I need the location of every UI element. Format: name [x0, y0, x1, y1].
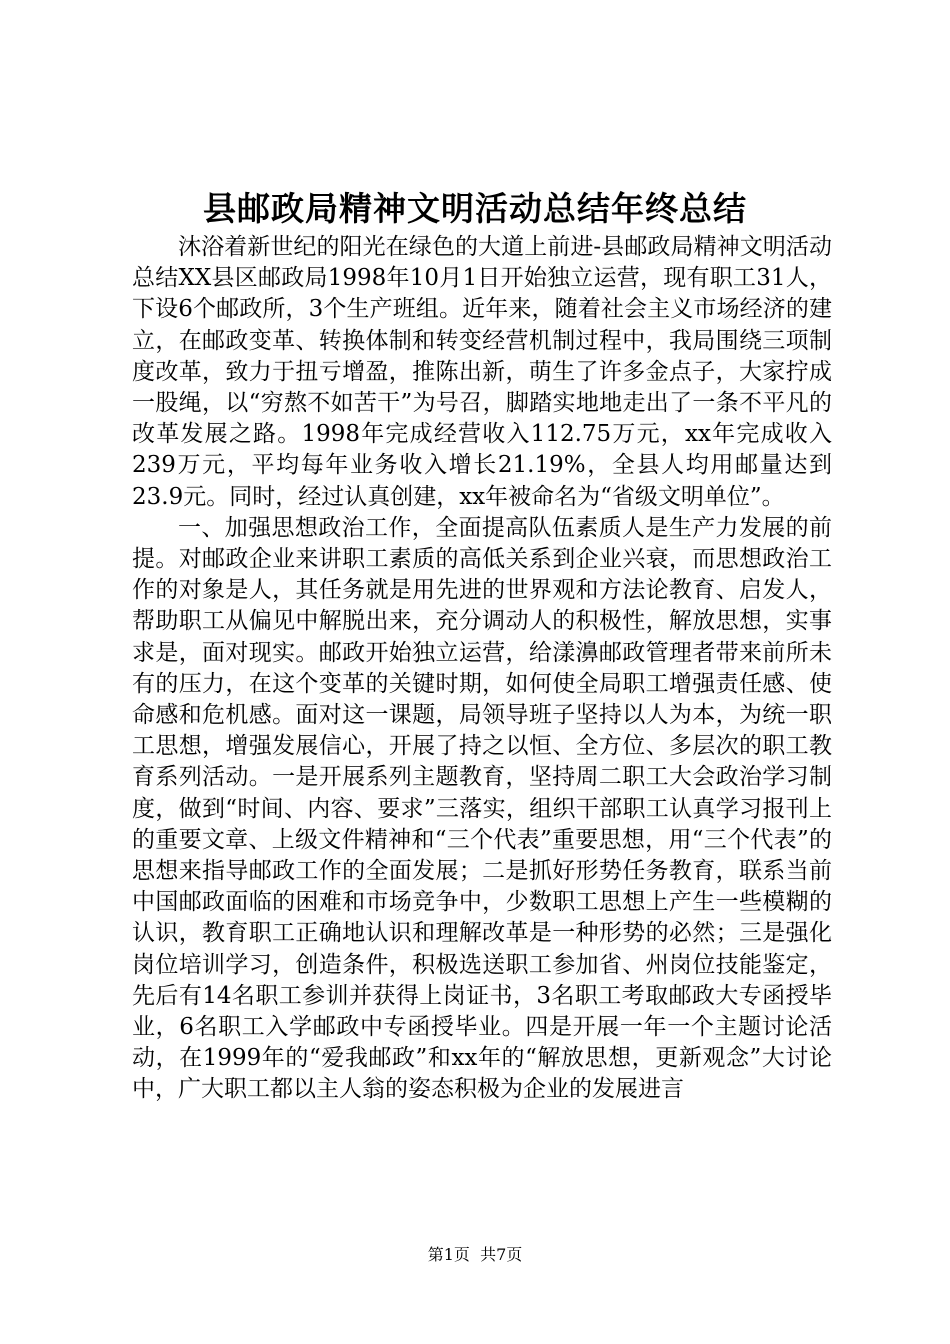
page-footer: [0, 1245, 950, 1265]
document-title: 县邮政局精神文明活动总结年终总结: [203, 189, 747, 228]
footer-spacer: [470, 1245, 480, 1264]
total-pages: 共7页: [480, 1245, 523, 1264]
document-body: [132, 232, 832, 1106]
paragraph-section-1: 一、加强思想政治工作，全面提高队伍素质人是生产力发展的前提。对邮政企业来讲职工素质的高低关系到企业兴衰，而思想政治工作的对象是人，其任务就是用先进的世界观和方法论教育、启发人，帮助职工从偏见中解脱出来，充分调动人的积极性，解放思想，实事求是，面对现实。邮政开始独立运营，给漾濞邮政管理者带来前所未有的压力，在这个变革的关键时期，如何使全局职工增强责任感、使命感和危机感。面对这一课题，局领导班子坚持以人为本，为统一职工思想，增强发展信心，开展了持之以恒、全方位、多层次的职工教育系列活动。一是开展系列主题教育，坚持周二职工大会政治学习制度，做到“时间、内容、要求”三落实，组织干部职工认真学习报刊上的重要文章、上级文件精神和“三个代表”重要思想，用“三个代表”的思想来指导邮政工作的全面发展；二是抓好形势任务教育，联系当前中国邮政面临的困难和市场竞争中，少数职工思想上产生一些模糊的认识，教育职工正确地认识和理解改革是一种形势的必然；三是强化岗位培训学习，创造条件，积极选送职工参加省、州岗位技能鉴定，先后有14名职工参训并获得上岗证书，3名职工考取邮政大专函授毕业，6名职工入学邮政中专函授毕业。四是开展一年一个主题讨论活动，在1999年的“爱我邮政”和xx年的“解放思想，更新观念”大讨论中，广大职工都以主人翁的姿态积极为企业的发展进言: [132, 514, 832, 1103]
page-number: 第1页: [427, 1245, 470, 1264]
paragraph-intro: 沐浴着新世纪的阳光在绿色的大道上前进-县邮政局精神文明活动总结XX县区邮政局1998年10月1日开始独立运营，现有职工31人，下设6个邮政所，3个生产班组。近年来，随着社会主义市场经济的建立，在邮政变革、转换体制和转变经营机制过程中，我局围绕三项制度改革，致力于扭亏增盈，推陈出新，萌生了许多金点子，大家拧成一股绳，以“穷熬不如苦干”为号召，脚踏实地地走出了一条不平凡的改革发展之路。1998年完成经营收入112.75万元，xx年完成收入239万元，平均每年业务收入增长21.19%，全县人均用邮量达到23.9元。同时，经过认真创建，xx年被命名为“省级文明单位”。: [132, 234, 832, 510]
